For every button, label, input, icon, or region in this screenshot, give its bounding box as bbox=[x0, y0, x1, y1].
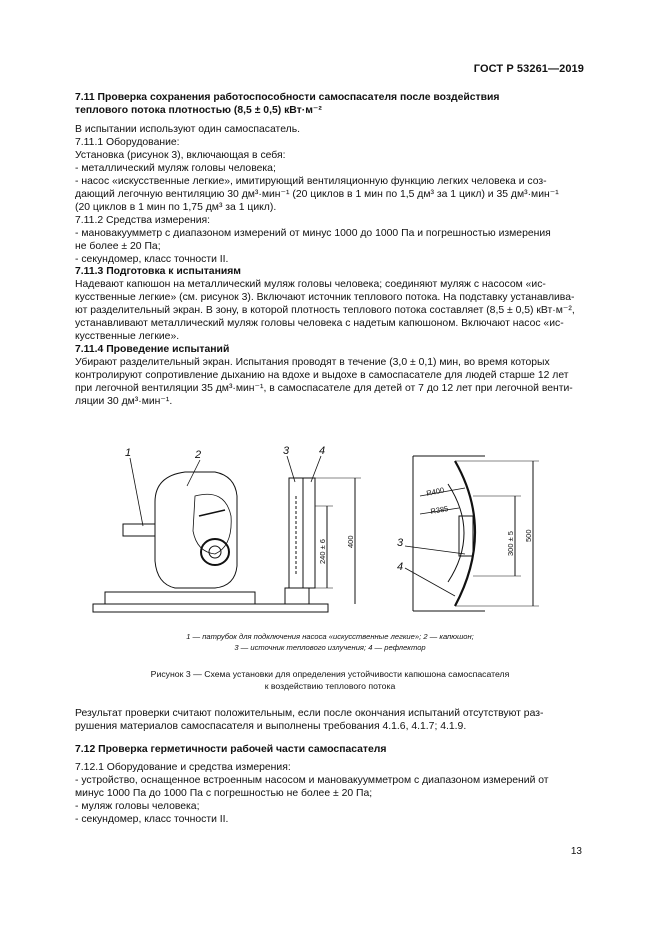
list-item-cont: не более ± 20 Па; bbox=[75, 240, 161, 252]
head-dummy-hood bbox=[155, 472, 237, 588]
leader-1 bbox=[130, 458, 143, 526]
pump-connector-pipe bbox=[123, 524, 155, 536]
label-2: 2 bbox=[195, 449, 202, 461]
dim-300-label: 300 ± 5 bbox=[506, 531, 515, 556]
label-3b: 3 bbox=[397, 537, 404, 549]
subsection-heading: 7.11.3 Подготовка к испытаниям bbox=[75, 266, 241, 278]
platform-support bbox=[105, 592, 255, 604]
mask-detail bbox=[199, 510, 225, 516]
list-item: - муляж головы человека; bbox=[75, 800, 200, 812]
figure-legend bbox=[75, 632, 585, 653]
subsection-heading: 7.11.2 Средства измерения: bbox=[75, 214, 211, 226]
subsection-heading: 7.11.1 Оборудование: bbox=[75, 136, 180, 148]
paragraph: Установка (рисунок 3), включающая в себя: bbox=[75, 149, 286, 161]
caption-line: Рисунок 3 — Схема установки для определения устойчивости капюшона самоспасателя bbox=[150, 669, 510, 679]
sample-window bbox=[459, 516, 473, 556]
list-item: - секундомер, класс точности II. bbox=[75, 813, 229, 825]
section-7-11 bbox=[75, 92, 583, 118]
result-paragraph bbox=[75, 708, 583, 734]
radius-385-label: R385 bbox=[429, 503, 450, 516]
dim-400-label: 400 bbox=[346, 535, 355, 548]
leader-2 bbox=[187, 460, 200, 486]
section-7-11-body bbox=[75, 124, 583, 409]
legend-line: 1 — патрубок для подключения насоса «искусственные легкие»; 2 — капюшон; bbox=[186, 632, 474, 641]
standard-header: ГОСТ Р 53261—2019 bbox=[473, 63, 584, 75]
leader-3b bbox=[405, 546, 465, 554]
reflector-column bbox=[303, 478, 315, 588]
dim-500-label: 500 bbox=[524, 529, 533, 542]
paragraph: В испытании используют один самоспасатель. bbox=[75, 124, 300, 135]
label-4b: 4 bbox=[397, 561, 404, 573]
subsection-heading: 7.11.4 Проведение испытаний bbox=[75, 344, 230, 356]
section-7-12-body bbox=[75, 762, 583, 827]
legend-line: 3 — источник теплового излучения; 4 — рефлектор bbox=[234, 642, 426, 652]
paragraph: при легочной вентиляции 35 дм³·мин⁻¹, в самоспасателе для детей от 7 до 12 лет при легочной венти- bbox=[75, 383, 573, 395]
paragraph: кусственные легкие». bbox=[75, 331, 180, 343]
caption-line: к воздействию теплового потока bbox=[264, 680, 396, 691]
page-number: 13 bbox=[570, 846, 582, 857]
paragraph: Убирают разделительный экран. Испытания проводят в течение (3,0 ± 0,1) мин, во время которых bbox=[75, 357, 550, 369]
paragraph: ляции 30 дм³·мин⁻¹. bbox=[75, 396, 173, 408]
list-item: - металлический муляж головы человека; bbox=[75, 162, 276, 174]
section-title: 7.11 Проверка сохранения работоспособности самоспасателя после воздействия bbox=[75, 92, 500, 103]
platform-base bbox=[93, 604, 328, 612]
source-foot bbox=[285, 588, 309, 604]
label-3: 3 bbox=[283, 445, 290, 457]
list-item-cont: дающий легочную вентиляцию 30 дм³·мин⁻¹ (20 циклов в 1 мин по 1,5 дм³ за 1 цикл) и 35 дм³·мин⁻¹ bbox=[75, 188, 559, 200]
subsection-heading: 7.12.1 Оборудование и средства измерения: bbox=[75, 762, 291, 773]
list-item: - секундомер, класс точности II. bbox=[75, 253, 229, 265]
section-title: 7.12 Проверка герметичности рабочей части самоспасателя bbox=[75, 744, 387, 755]
test-setup-figure bbox=[75, 436, 585, 631]
list-item-cont: минус 1000 Па до 1000 Па с погрешностью не более ± 20 Па; bbox=[75, 787, 373, 799]
paragraph: кусственные легкие» (см. рисунок 3). Включают источник теплового потока. На подставку устанавлива- bbox=[75, 292, 575, 304]
source-arc bbox=[448, 484, 464, 582]
list-item: - мановакуумметр с диапазоном измерений от минус 1000 до 1000 Па и погрешностью измерения bbox=[75, 227, 551, 239]
list-item-cont: (20 циклов в 1 мин по 1,75 дм³ за 1 цикл). bbox=[75, 201, 277, 213]
list-item: - насос «искусственные легкие», имитирующий вентиляционную функцию легких человека и соз- bbox=[75, 175, 547, 187]
mouthpiece-ring bbox=[201, 539, 229, 565]
paragraph: устанавливают металлический муляж головы человека с надетым капюшоном. Включают насос «ис- bbox=[75, 318, 564, 330]
hood-face-area bbox=[193, 494, 231, 554]
paragraph: рушения материалов самоспасателя и выполнены требования 4.1.6, 4.1.7; 4.1.9. bbox=[75, 720, 467, 732]
paragraph: ют разделительный экран. В зону, в которой плотность теплового потока составляет (8,5 ± 0,5) кВт·м⁻², bbox=[75, 305, 575, 317]
section-7-12 bbox=[75, 744, 583, 757]
section-title-cont: теплового потока плотностью (8,5 ± 0,5) кВт·м⁻² bbox=[75, 104, 322, 116]
radius-400-label: R400 bbox=[425, 485, 445, 498]
figure-caption bbox=[75, 669, 585, 692]
list-item: - устройство, оснащенное встроенным насосом и мановакуумметром с диапазоном измерений от bbox=[75, 774, 549, 786]
paragraph: контролируют сопротивление дыханию на вдохе и выдохе в самоспасателе для людей старше 12 лет bbox=[75, 370, 569, 382]
paragraph: Результат проверки считают положительным, если после окончания испытаний отсутствуют раз- bbox=[75, 708, 544, 719]
reflector-arc bbox=[455, 461, 475, 606]
paragraph: Надевают капюшон на металлический муляж головы человека; соединяют муляж с насосом «ис- bbox=[75, 279, 546, 291]
dim-240-label: 240 ± 6 bbox=[318, 539, 327, 564]
label-1: 1 bbox=[125, 447, 132, 459]
label-4: 4 bbox=[319, 445, 326, 457]
